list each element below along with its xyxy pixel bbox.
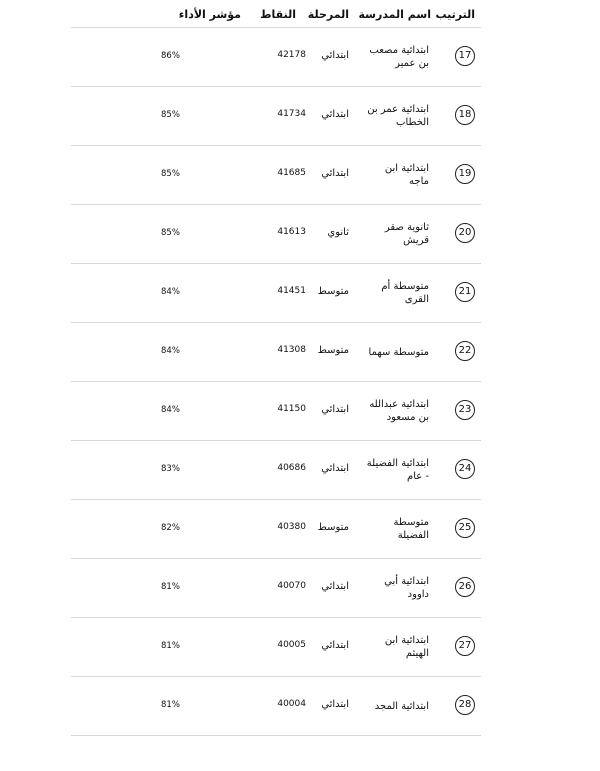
table-row <box>71 441 481 500</box>
school-name <box>365 323 429 381</box>
school-name-text: متوسطة أم القرى <box>381 281 429 305</box>
rank-badge: 17 <box>455 46 475 66</box>
rank-badge: 21 <box>455 282 475 302</box>
points-cell: 40070 <box>277 581 306 591</box>
points-cell: 40005 <box>277 640 306 650</box>
school-name <box>365 382 429 440</box>
points-cell: 40380 <box>277 522 306 532</box>
school-name-text: ابتدائية أبي داوود <box>384 576 429 600</box>
stage-cell: ابتدائي <box>321 109 349 120</box>
table-row <box>71 205 481 264</box>
points-cell: 40686 <box>277 463 306 473</box>
rank-badge: 18 <box>455 105 475 125</box>
header-points: النقاط <box>260 8 296 21</box>
performance-cell: 86% <box>161 51 180 61</box>
table-body <box>71 28 481 736</box>
school-name <box>365 205 429 263</box>
points-cell: 41613 <box>277 227 306 237</box>
school-name-text: متوسطة الفضيلة <box>393 517 429 541</box>
performance-cell: 84% <box>161 287 180 297</box>
school-ranking-table <box>71 0 481 736</box>
header-rank: الترتيب <box>435 8 475 21</box>
school-name-text: ابتدائية المجد <box>374 700 429 712</box>
performance-cell: 84% <box>161 405 180 415</box>
performance-cell: 83% <box>161 464 180 474</box>
school-name-text: ابتدائية مصعب بن عمير <box>369 45 429 69</box>
performance-cell: 81% <box>161 700 180 710</box>
performance-cell: 82% <box>161 523 180 533</box>
stage-cell: ابتدائي <box>321 699 349 710</box>
header-stage: المرحلة <box>307 8 349 21</box>
rank-badge: 19 <box>455 164 475 184</box>
table-header <box>71 0 481 28</box>
table-row <box>71 618 481 677</box>
stage-cell: متوسط <box>317 522 349 533</box>
school-name-text: متوسطة سهما <box>368 346 429 358</box>
stage-cell: ابتدائي <box>321 463 349 474</box>
points-cell: 40004 <box>277 699 306 709</box>
performance-cell: 84% <box>161 346 180 356</box>
table-row <box>71 146 481 205</box>
stage-cell: متوسط <box>317 345 349 356</box>
table-row <box>71 559 481 618</box>
performance-cell: 81% <box>161 582 180 592</box>
table-row <box>71 264 481 323</box>
table-row <box>71 677 481 736</box>
rank-badge: 25 <box>455 518 475 538</box>
school-name-text: ابتدائية ابن ماجه <box>384 163 429 187</box>
school-name <box>365 677 429 735</box>
school-name <box>365 264 429 322</box>
header-school-name: اسم المدرسة <box>358 8 431 21</box>
points-cell: 41734 <box>277 109 306 119</box>
school-name-text: ابتدائية عمر بن الخطاب <box>367 104 429 128</box>
points-cell: 41308 <box>277 345 306 355</box>
rank-badge: 26 <box>455 577 475 597</box>
points-cell: 41685 <box>277 168 306 178</box>
school-name <box>365 28 429 86</box>
performance-cell: 85% <box>161 228 180 238</box>
performance-cell: 81% <box>161 641 180 651</box>
school-name <box>365 618 429 676</box>
school-name <box>365 559 429 617</box>
table-row <box>71 87 481 146</box>
stage-cell: ابتدائي <box>321 640 349 651</box>
school-name <box>365 146 429 204</box>
rank-badge: 20 <box>455 223 475 243</box>
points-cell: 41150 <box>277 404 306 414</box>
school-name <box>365 500 429 558</box>
school-name-text: ثانوية صقر قريش <box>384 222 429 246</box>
school-name <box>365 87 429 145</box>
header-performance: مؤشر الأداء <box>178 8 241 21</box>
table-row <box>71 500 481 559</box>
school-name <box>365 441 429 499</box>
school-name-text: ابتدائية الفضيلة - عام <box>366 458 429 482</box>
stage-cell: ابتدائي <box>321 404 349 415</box>
table-row <box>71 323 481 382</box>
rank-badge: 27 <box>455 636 475 656</box>
stage-cell: ابتدائي <box>321 50 349 61</box>
table-row <box>71 382 481 441</box>
stage-cell: ابتدائي <box>321 168 349 179</box>
performance-cell: 85% <box>161 169 180 179</box>
school-name-text: ابتدائية عبدالله بن مسعود <box>369 399 429 423</box>
performance-cell: 85% <box>161 110 180 120</box>
rank-badge: 23 <box>455 400 475 420</box>
rank-badge: 28 <box>455 695 475 715</box>
stage-cell: ثانوي <box>327 227 349 238</box>
table-row <box>71 28 481 87</box>
rank-badge: 22 <box>455 341 475 361</box>
rank-badge: 24 <box>455 459 475 479</box>
stage-cell: ابتدائي <box>321 581 349 592</box>
school-name-text: ابتدائية ابن الهيثم <box>384 635 429 659</box>
points-cell: 41451 <box>277 286 306 296</box>
points-cell: 42178 <box>277 50 306 60</box>
stage-cell: متوسط <box>317 286 349 297</box>
